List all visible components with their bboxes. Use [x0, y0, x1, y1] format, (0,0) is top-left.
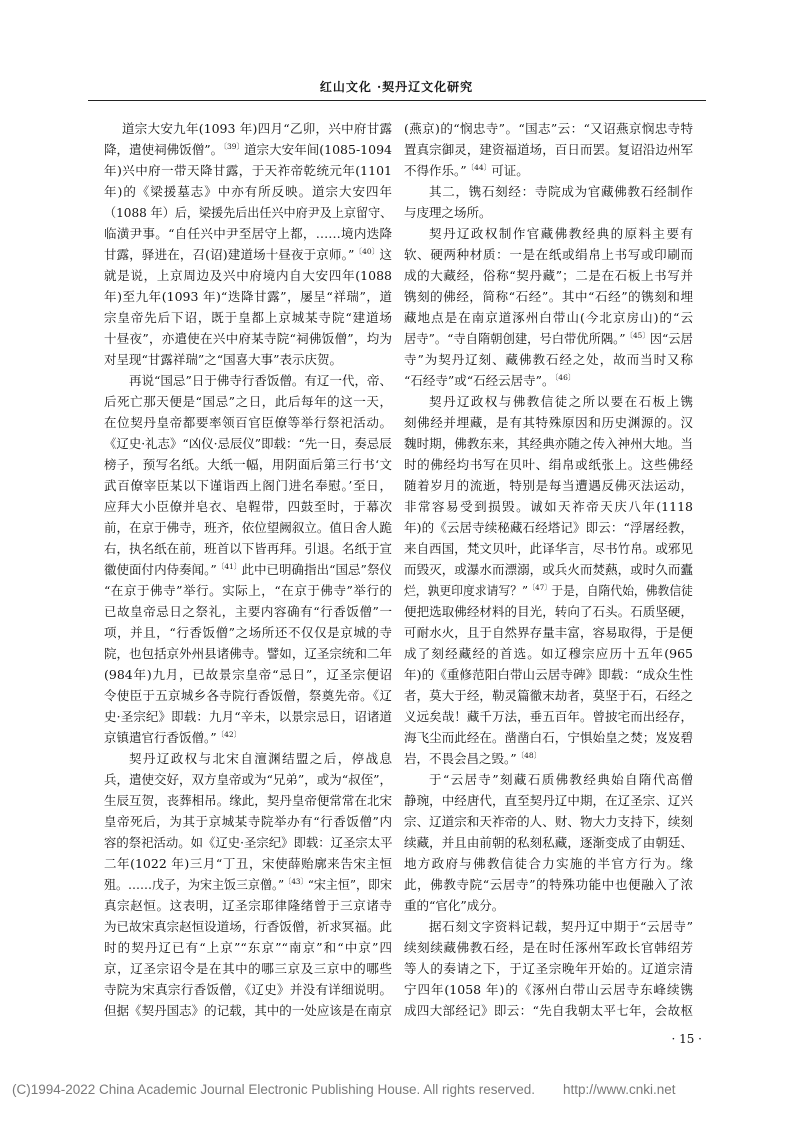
text-line: 契丹辽政权制作官藏佛教经典的原料主要有: [429, 226, 693, 241]
footer-url: http://www.cnki.net: [563, 1082, 676, 1097]
line-text: 烂，孰更印度求请写？”: [404, 583, 529, 598]
line-text: 岩，不畏会昌之毁。”: [404, 751, 517, 766]
text-line: 藏地点是在南京道涿州白带山(今北京房山)的“云: [404, 310, 693, 325]
text-line: 寺院为宋真宗行香饭僧，《辽史》并没有详细说明。: [104, 982, 392, 997]
text-line: 软、硬两种材质：一是在纸或绢帛上书写或印刷而: [404, 247, 693, 262]
text-line: 项，并且，“行香饭僧”之场所还不仅仅是京城的寺: [104, 625, 392, 640]
line-text: 居寺”。“寺自隋朝创建，号白带优所隅。”: [404, 331, 626, 346]
line-text: 可证。: [491, 163, 529, 178]
text-line: 而毁灭，或瀑水而漂溺，或兵火而焚爇，或时久而蠹: [404, 562, 693, 577]
text-line: 成的大藏经，俗称“契丹藏”；二是在石板上书写并: [404, 268, 693, 283]
text-line: [104, 139, 392, 160]
text-line: 成了刻经藏经的首选。如辽穆宗应历十五年(965: [404, 646, 693, 661]
footnote-ref: 〔43〕: [284, 877, 308, 886]
text-line: [404, 328, 693, 349]
footnote-ref: 〔44〕: [466, 163, 492, 172]
text-line: 为已故宋真宗赵恒设道场，行香饭僧，祈求冥福。此: [104, 919, 392, 934]
text-line: [104, 244, 392, 265]
text-line: 榜子，预写名纸。大纸一幅，用阴面后第三行书‘文: [104, 457, 392, 472]
page-number: · 15 ·: [671, 1032, 702, 1046]
text-line: (984年)九月，已故景宗皇帝“忌日”，辽圣宗便诏: [104, 667, 392, 682]
text-line: 可耐水火，且于自然界存量丰富，容易取得，于是便: [404, 625, 693, 640]
text-line: 续藏，并且由前朝的私刻私藏，逐渐变成了由朝廷、: [404, 835, 693, 850]
line-text: “宋主恒”，即宋: [307, 877, 392, 892]
footnote-ref: 〔47〕: [528, 583, 552, 592]
text-line: 续刻续藏佛教石经，是在时任涿州军政长官韩绍芳: [404, 940, 693, 955]
text-line: 静琬，中经唐代，直至契丹辽中期，在辽圣宗、辽兴: [404, 793, 693, 808]
text-line: [104, 874, 392, 895]
text-line: 非常容易受到损毁。诚如天祚帝天庆八年(1118: [404, 499, 693, 514]
header-rule: [88, 100, 706, 101]
footnote-ref: 〔48〕: [516, 751, 542, 760]
text-line: 海飞尘而此经在。凿凿白石，宁惧始皇之焚；岌岌碧: [404, 730, 693, 745]
text-line: 院，也包括京外州县诸佛寺。譬如，辽圣宗统和二年: [104, 646, 392, 661]
footnote-ref: 〔46〕: [554, 373, 576, 382]
text-line: 时的契丹辽已有“上京”“东京”“南京”和“中京”四: [104, 940, 392, 955]
text-line: 皇帝死后，为其于京城某寺院举办有“行香饭僧”内: [104, 814, 392, 829]
line-text: 徽使面付内侍奏闻。”: [104, 562, 217, 577]
text-line: 年)的《云居寺续秘藏石经塔记》即云：“浮屠经教，: [404, 520, 693, 535]
text-line: 年)兴中府一带天降甘露，于天祚帝乾统元年(1101: [104, 163, 392, 178]
text-line: 此，佛教寺院“云居寺”的特殊功能中也便融入了浓: [404, 877, 693, 892]
copyright-notice: (C)1994-2022 China Academic Journal Electronic Publishing House. All rights reserved.: [12, 1082, 536, 1097]
text-line: 《辽史·礼志》“凶仪·忌辰仪”即载：“先一日，奏忌辰: [104, 436, 392, 451]
text-line: 等人的奏请之下，于辽圣宗晚年开始的。辽道宗清: [404, 961, 693, 976]
text-line: 于“云居寺”刻藏石质佛教经典始自隋代高僧: [429, 772, 693, 787]
footnote-ref: 〔39〕: [223, 142, 245, 151]
line-text: 殂。……戊子，为宋主饭三京僧。”: [104, 877, 285, 892]
text-line: 史·圣宗纪》即载：九月“辛未，以景宗忌日，诏诸道: [104, 709, 392, 724]
running-header: 红山文化 ·契丹辽文化研究: [319, 80, 474, 94]
text-line: 就是说，上京周边及兴中府境内自大安四年(1088: [104, 268, 392, 283]
line-text: 降，遣使祠佛饭僧”。: [104, 142, 224, 157]
line-text: 甘露，驿进在，召(诏)建道场十昼夜于京师。”: [104, 247, 355, 262]
text-line: “在京于佛寺”举行。实际上，“在京于佛寺”举行的: [104, 583, 392, 598]
text-line: 真宗赵恒。这表明，辽圣宗耶律隆绪曾于三京诸寺: [104, 898, 392, 913]
text-line: 魏时期，佛教东来，其经典亦随之传入神州大地。当: [404, 436, 693, 451]
footnote-ref: 〔41〕: [216, 562, 242, 571]
text-line: 令使臣于五京城乡各寺院行香饭僧，祭奠先帝。《辽: [104, 688, 392, 703]
text-line: [404, 160, 693, 181]
text-line: 寺”为契丹辽刻、藏佛教石经之处，故而当时又称: [404, 352, 693, 367]
text-line: 契丹辽政权与佛教信徒之所以要在石板上镌: [429, 394, 693, 409]
text-line: 置真宗御灵，建资福道场，百日而罢。复诏沿边州军: [404, 142, 693, 157]
text-line: 宁四年(1058 年)的《涿州白带山云居寺东峰续镌: [404, 982, 693, 997]
text-line: 随着岁月的流逝，特别是每当遭遇反佛灭法运动，: [404, 478, 693, 493]
line-text: 此中已明确指出“国忌”祭仪: [241, 562, 392, 577]
text-line: 年)的《梁援墓志》中亦有所反映。道宗大安四年: [104, 184, 392, 199]
text-line: [404, 748, 693, 769]
text-line: (燕京)的“悯忠寺”。“国志”云：“又诏燕京悯忠寺特: [404, 121, 693, 136]
text-line: 成四大部经记》即云：“先自我朝太平七年，会故枢: [404, 1003, 693, 1018]
text-line: 生辰互贺，丧葬相吊。缘此，契丹皇帝便常常在北宋: [104, 793, 392, 808]
text-line: 据石刻文字资料记载，契丹辽中期于“云居寺”: [429, 919, 693, 934]
text-line: 年)的《重修范阳白带山云居寺碑》即载：“成众生性: [404, 667, 693, 682]
text-line: 再说“国忌”日于佛寺行香饭僧。有辽一代，帝、: [129, 373, 392, 388]
text-line: [104, 727, 392, 748]
text-line: 对呈现“甘露祥瑞”之“国喜大事”表示庆贺。: [104, 352, 343, 367]
text-line: 义远矣哉！藏千万法，垂五百年。曾披宅而出经存，: [404, 709, 693, 724]
text-line: 道宗大安九年(1093 年)四月“乙卯，兴中府甘露: [122, 121, 392, 136]
line-text: 于是，自隋代始，佛教信徒: [551, 583, 693, 598]
text-line: 与庋理之场所。: [404, 205, 492, 220]
text-line: 宗皇帝先后下诏，既于皇都上京城某寺院“建道场: [104, 310, 392, 325]
line-text: 这: [379, 247, 392, 262]
text-line: 地方政府与佛教信徒合力实施的半官方行为。缘: [404, 856, 693, 871]
text-line: （1088 年）后，梁援先后出任兴中府尹及上京留守、: [104, 205, 393, 220]
right-column: [404, 118, 693, 1021]
text-line: 右，执名纸在前，班首以下皆再拜。引退。名纸于宣: [104, 541, 392, 556]
text-line: 便把选取佛经材料的目光，转向了石头。石质坚硬，: [404, 604, 693, 619]
line-text: 因“云居: [649, 331, 693, 346]
text-line: 其二，镌石刻经：寺院成为官藏佛教石经制作: [429, 184, 693, 199]
footnote-ref: 〔45〕: [625, 331, 650, 340]
left-column: [104, 118, 392, 1021]
text-line: [404, 580, 693, 601]
text-line: 者，莫大于经，勒灵篇徹末劫者，莫坚于石，石经之: [404, 688, 693, 703]
text-line: 年)至九年(1093 年)“迭降甘露”，屡呈“祥瑞”，道: [104, 289, 392, 304]
text-line: 前，在京于佛寺，班齐，依位望阙叙立。值日舍人跪: [104, 520, 392, 535]
text-line: 应拜大小臣僚并皂衣、皂鞓带，四鼓至时，于幕次: [104, 499, 392, 514]
text-line: 宗、辽道宗和天祚帝的人、财、物大力支持下，续刻: [404, 814, 693, 829]
text-line: [404, 370, 693, 391]
footnote-ref: 〔40〕: [354, 247, 380, 256]
text-line: 容的祭祀活动。如《辽史·圣宗纪》即载：辽圣宗太平: [104, 835, 393, 850]
text-line: 临潢尹事。“自任兴中尹至居守上都，……境内迭降: [104, 226, 392, 241]
footnote-ref: 〔42〕: [216, 730, 242, 739]
text-line: [104, 559, 392, 580]
text-line: 刻佛经并埋藏，是有其特殊原因和历史渊源的。汉: [404, 415, 693, 430]
text-line: 京，辽圣宗诏令是在其中的哪三京及三京中的哪些: [104, 961, 392, 976]
text-line: 契丹辽政权与北宋自澶渊结盟之后，停战息: [129, 751, 392, 766]
text-line: 兵，遣使交好，双方皇帝或为“兄弟”，或为“叔侄”，: [104, 772, 393, 787]
line-text: 道宗大安年间(1085-1094: [244, 142, 392, 157]
text-line: 时的佛经均书写在贝叶、绢帛或纸张上。这些佛经: [404, 457, 693, 472]
text-line: 重的“官化”成分。: [404, 898, 505, 913]
text-line: 但据《契丹国志》的记载，其中的一处应该是在南京: [104, 1003, 392, 1018]
text-line: 已故皇帝忌日之祭礼，主要内容确有“行香饭僧”一: [104, 604, 392, 619]
text-line: 武百僚宰臣某以下谨诣西上阁门进名奉慰。’至日，: [104, 478, 392, 493]
text-line: 十昼夜”，亦遣使在兴中府某寺院“祠佛饭僧”，均为: [104, 331, 392, 346]
line-text: 京镇遣官行香饭僧。”: [104, 730, 217, 745]
text-line: 镌刻的佛经，简称“石经”。其中“石经”的镌刻和埋: [404, 289, 693, 304]
text-line: 在位契丹皇帝都要率领百官臣僚等举行祭祀活动。: [104, 415, 392, 430]
line-text: 不得作乐。”: [404, 163, 467, 178]
text-line: 来自西国，梵文贝叶，此译华言，尽书竹帛。或邪见: [404, 541, 693, 556]
text-line: 二年(1022 年)三月“丁丑，宋使薛贻廓来告宋主恒: [104, 856, 392, 871]
line-text: “石经寺”或“石经云居寺”。: [404, 373, 555, 388]
text-line: 后死亡那天便是“国忌”之日，此后每年的这一天，: [104, 394, 392, 409]
